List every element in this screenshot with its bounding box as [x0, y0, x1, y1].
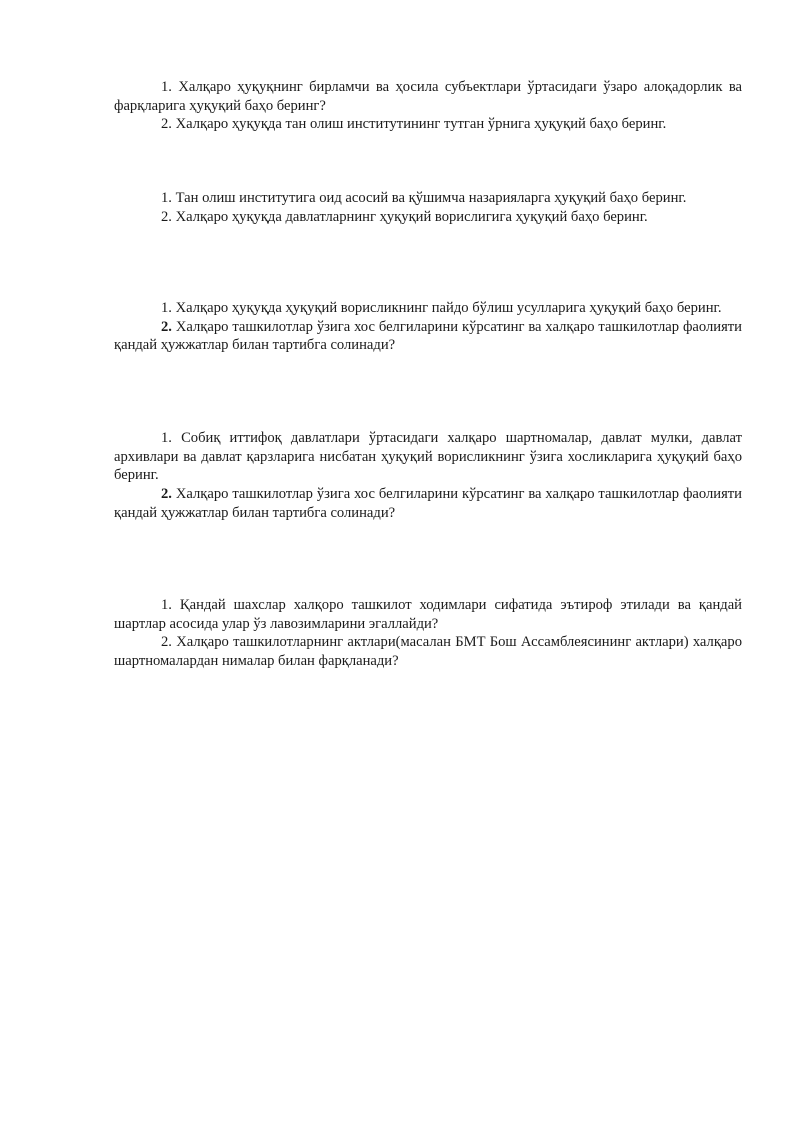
- question-item: [114, 429, 742, 485]
- question-item: [114, 485, 742, 522]
- question-text: Тан олиш институтига оид асосий ва қўшимча назарияларга ҳуқуқий баҳо беринг.: [175, 190, 687, 206]
- question-number: 1.: [161, 300, 172, 316]
- question-block-1: [114, 78, 742, 134]
- question-text: Қандай шахслар халқоро ташкилот ходимлари сифатида эътироф этилади ва қандай шартлар асосида улар ўз лавозимларини эгаллайди?: [114, 597, 742, 632]
- question-number: 2.: [161, 634, 172, 651]
- question-item: [114, 78, 742, 115]
- question-block-3: [114, 299, 742, 355]
- question-item: [114, 633, 742, 670]
- question-item: [114, 115, 742, 134]
- question-number: 2.: [161, 208, 172, 225]
- question-item: [114, 596, 742, 633]
- question-text: Халқаро ташкилотлар ўзига хос белгиларини кўрсатинг ва халқаро ташкилотлар фаолияти қандай ҳужжатлар билан тартибга солинади?: [114, 318, 742, 354]
- question-block-5: [114, 596, 742, 671]
- question-text: Собиқ иттифоқ давлатлари ўртасидаги халқаро шартномалар, давлат мулки, давлат архивлари ва давлат қарзларига нисбатан ҳуқуқий ворисликнинг ўзига хосликларига ҳуқуқий баҳо беринг.: [114, 430, 742, 484]
- question-number: 1.: [161, 190, 172, 206]
- question-text: Халқаро ташкилотлар ўзига хос белгиларини кўрсатинг ва халқаро ташкилотлар фаолияти қандай ҳужжатлар билан тартибга солинади?: [114, 486, 742, 521]
- question-number: 1.: [161, 79, 172, 95]
- question-text: Халқаро ҳуқуқда давлатларнинг ҳуқуқий ворислигига ҳуқуқий баҳо беринг.: [175, 208, 648, 225]
- question-item: [114, 318, 742, 355]
- question-text: Халқаро ҳуқуқда тан олиш институтининг тутган ўрнига ҳуқуқий баҳо беринг.: [175, 116, 667, 133]
- question-item: [114, 189, 742, 208]
- question-number: 2.: [161, 486, 172, 503]
- question-text: Халқаро ҳуқуқнинг бирламчи ва ҳосила субъектлари ўртасидаги ўзаро алоқадорлик ва фарқларига ҳуқуқий баҳо беринг?: [114, 79, 742, 114]
- question-number: 1.: [161, 597, 172, 613]
- question-block-4: [114, 429, 742, 523]
- question-block-2: [114, 189, 742, 226]
- question-number: 2.: [161, 116, 172, 133]
- question-number: 2.: [161, 318, 172, 335]
- question-number: 1.: [161, 430, 172, 446]
- question-item: [114, 299, 742, 318]
- question-text: Халқаро ҳуқуқда ҳуқуқий ворисликнинг пайдо бўлиш усулларига ҳуқуқий баҳо беринг.: [175, 300, 722, 316]
- question-text: Халқаро ташкилотларнинг актлари(масалан БМТ Бош Ассамблеясининг актлари) халқаро шартномалардан нималар билан фарқланади?: [114, 634, 742, 670]
- question-item: [114, 208, 742, 227]
